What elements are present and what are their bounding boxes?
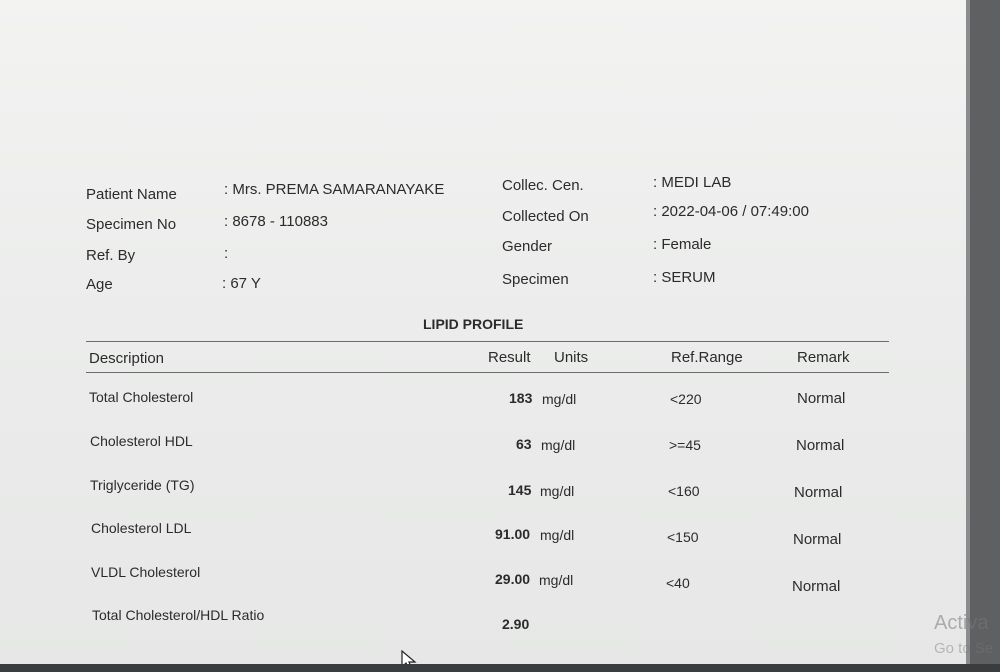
header-ref-range: Ref.Range: [671, 349, 743, 366]
specimen-no-value: : 8678 - 110883: [224, 213, 328, 230]
row-5-ref-range: <40: [666, 575, 690, 591]
page-edge: [966, 0, 970, 672]
row-3-remark: Normal: [794, 484, 843, 501]
age-value: : 67 Y: [222, 275, 261, 292]
gender-label: Gender: [502, 238, 553, 255]
specimen-no-label: Specimen No: [86, 216, 177, 233]
age-label: Age: [86, 276, 113, 293]
row-2-description: Cholesterol HDL: [90, 433, 193, 449]
row-1-result: 183: [509, 390, 533, 406]
row-2-units: mg/dl: [541, 437, 576, 453]
row-3-description: Triglyceride (TG): [90, 477, 195, 493]
row-5-remark: Normal: [792, 578, 841, 595]
header-remark: Remark: [797, 349, 850, 366]
row-1-ref-range: <220: [670, 391, 702, 407]
collec-cen-label: Collec. Cen.: [502, 177, 584, 194]
row-6-description: Total Cholesterol/HDL Ratio: [92, 607, 265, 623]
taskbar: [0, 664, 1000, 672]
specimen-value: : SERUM: [653, 269, 716, 286]
row-3-ref-range: <160: [668, 483, 700, 499]
row-1-units: mg/dl: [542, 391, 577, 407]
row-1-remark: Normal: [797, 390, 846, 407]
row-5-result: 29.00: [495, 571, 531, 587]
row-4-ref-range: <150: [667, 529, 699, 545]
collected-on-label: Collected On: [502, 208, 589, 225]
patient-name-value: : Mrs. PREMA SAMARANAYAKE: [224, 181, 445, 198]
ref-by-value: :: [224, 245, 229, 262]
header-units: Units: [554, 349, 589, 366]
gender-value: : Female: [653, 236, 712, 253]
row-3-result: 145: [508, 482, 532, 498]
table-top-rule: [86, 341, 889, 342]
header-result: Result: [488, 349, 531, 366]
row-1-description: Total Cholesterol: [89, 389, 194, 405]
row-2-remark: Normal: [796, 437, 845, 454]
row-2-ref-range: >=45: [669, 437, 701, 453]
activation-watermark-title: Activa: [934, 612, 989, 634]
specimen-label: Specimen: [502, 271, 569, 288]
collected-on-value: : 2022-04-06 / 07:49:00: [653, 203, 809, 220]
table-header-rule: [86, 372, 889, 373]
row-4-result: 91.00: [495, 526, 531, 542]
row-3-units: mg/dl: [540, 483, 575, 499]
ref-by-label: Ref. By: [86, 247, 136, 264]
row-4-units: mg/dl: [540, 527, 575, 543]
row-5-description: VLDL Cholesterol: [91, 564, 201, 580]
header-description: Description: [89, 350, 165, 367]
row-2-result: 63: [516, 436, 532, 452]
row-6-result: 2.90: [502, 616, 530, 632]
collec-cen-value: : MEDI LAB: [653, 174, 732, 191]
row-5-units: mg/dl: [539, 572, 574, 588]
row-4-description: Cholesterol LDL: [91, 520, 192, 536]
activation-watermark-subtitle: Go to Se: [934, 640, 994, 657]
section-title: LIPID PROFILE: [423, 316, 524, 332]
row-4-remark: Normal: [793, 531, 842, 548]
patient-name-label: Patient Name: [86, 186, 177, 203]
